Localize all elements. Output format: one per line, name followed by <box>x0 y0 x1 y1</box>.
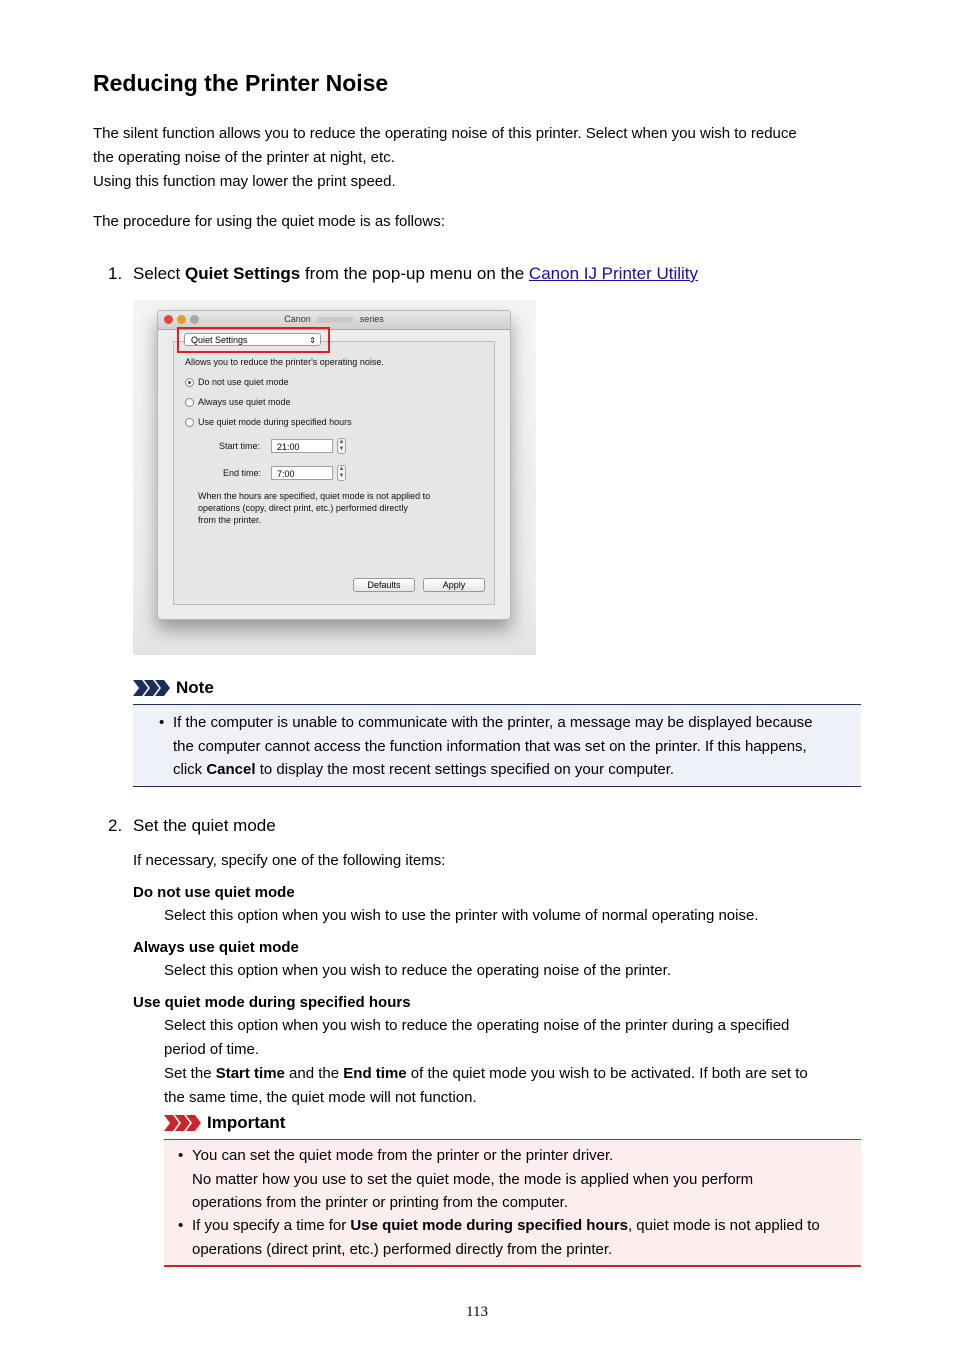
note-box <box>133 704 861 787</box>
end-time-field[interactable]: 7:00 <box>271 466 333 480</box>
panel-description: Allows you to reduce the printer's operating noise. <box>185 357 384 367</box>
step-1-bold: Quiet Settings <box>184 264 301 283</box>
step-2-number: 2. <box>108 816 123 835</box>
step-2-text: Set the quiet mode <box>133 816 276 835</box>
window-title: Canon series <box>284 314 384 324</box>
start-time-stepper[interactable]: ▲ ▼ <box>338 439 345 452</box>
start-time-field[interactable]: 21:00 <box>271 439 333 453</box>
desc-always-use: Select this option when you wish to reduce the operating noise of the printer. <box>164 962 671 979</box>
radio-do-not-use[interactable] <box>185 378 194 387</box>
apply-button[interactable]: Apply <box>423 578 485 592</box>
desc-specified-hours: Select this option when you wish to reduce the operating noise of the printer during a specified period of time. Set the Start time and the End time of the quiet mode you wish to be activated. If both are set to the same time, the quiet mode will not function. <box>164 1017 808 1106</box>
note-line-3-pre: click <box>173 761 207 778</box>
intro-line-2: the operating noise of the printer at night, etc. <box>93 149 395 166</box>
page-number: 113 <box>466 1304 488 1320</box>
step-1-mid: from the pop-up menu on the <box>300 264 529 283</box>
intro-line-1: The silent function allows you to reduce the operating noise of this printer. Select when you wish to reduce <box>93 125 797 142</box>
step-2-intro: If necessary, specify one of the following items: <box>133 852 446 869</box>
help-text: When the hours are specified, quiet mode is not applied to operations (copy, direct print, etc.) performed directly from the printer. <box>198 491 431 525</box>
term-always-use: Always use quiet mode <box>133 939 299 956</box>
note-arrows-icon <box>133 680 173 696</box>
start-time-label: Start time: <box>219 441 261 451</box>
note-cancel-bold: Cancel <box>206 761 256 778</box>
note-line-2: the computer cannot access the function information that was set on the printer. If this happens, <box>173 737 807 755</box>
page-title: Reducing the Printer Noise <box>93 70 389 96</box>
updown-arrow-icon: ⇕ <box>309 336 316 345</box>
radio-always-use[interactable] <box>185 398 194 407</box>
term-do-not-use: Do not use quiet mode <box>133 884 295 901</box>
note-label: Note <box>176 678 214 697</box>
important-label: Important <box>207 1113 286 1132</box>
note-line-3-post: to display the most recent settings specified on your computer. <box>255 761 675 778</box>
end-time-stepper[interactable]: ▲ ▼ <box>338 466 345 479</box>
procedure-text: The procedure for using the quiet mode is as follows: <box>93 213 445 230</box>
step-1-pre: Select <box>133 264 185 283</box>
radio-specified-hours[interactable] <box>185 418 194 427</box>
end-time-label: End time: <box>223 468 262 478</box>
note-bullet: • If the computer is unable to communicate with the printer, a message may be displayed because the computer cannot access the function information that was set on the printer. If this happens, click Cancel to display the most recent settings specified on your computer. <box>159 714 813 778</box>
important-box <box>164 1139 861 1267</box>
intro-line-3: Using this function may lower the print speed. <box>93 173 396 190</box>
canon-ij-printer-utility-link[interactable]: Canon IJ Printer Utility <box>528 264 699 283</box>
option-label-0: Do not use quiet mode <box>198 377 289 387</box>
desc-do-not-use: Select this option when you wish to use the printer with volume of normal operating noise. <box>164 907 759 924</box>
option-label-1: Always use quiet mode <box>198 397 291 407</box>
important-bullet-2: • If you specify a time for Use quiet mode during specified hours, quiet mode is not applied to operations (direct print, etc.) performed directly from the printer. <box>178 1217 820 1258</box>
note-line-1: If the computer is unable to communicate with the printer, a message may be displayed because <box>173 714 813 731</box>
important-bullet-1: • You can set the quiet mode from the printer or the printer driver. No matter how you use to set the quiet mode, the mode is applied when you perform operations from the printer or printing from the computer. <box>178 1147 754 1211</box>
step-1-number: 1. <box>108 264 123 283</box>
quiet-settings-screenshot <box>133 300 536 655</box>
highlight-box <box>177 327 330 353</box>
settings-popup-menu[interactable]: Quiet Settings ⇕ <box>184 333 321 346</box>
important-arrows-icon <box>164 1115 204 1131</box>
redacted-model-name <box>317 317 353 323</box>
term-specified-hours: Use quiet mode during specified hours <box>133 994 411 1011</box>
utility-window <box>157 310 511 620</box>
option-label-2: Use quiet mode during specified hours <box>198 417 352 427</box>
intro-paragraph <box>93 122 797 194</box>
defaults-button[interactable]: Defaults <box>353 578 415 592</box>
